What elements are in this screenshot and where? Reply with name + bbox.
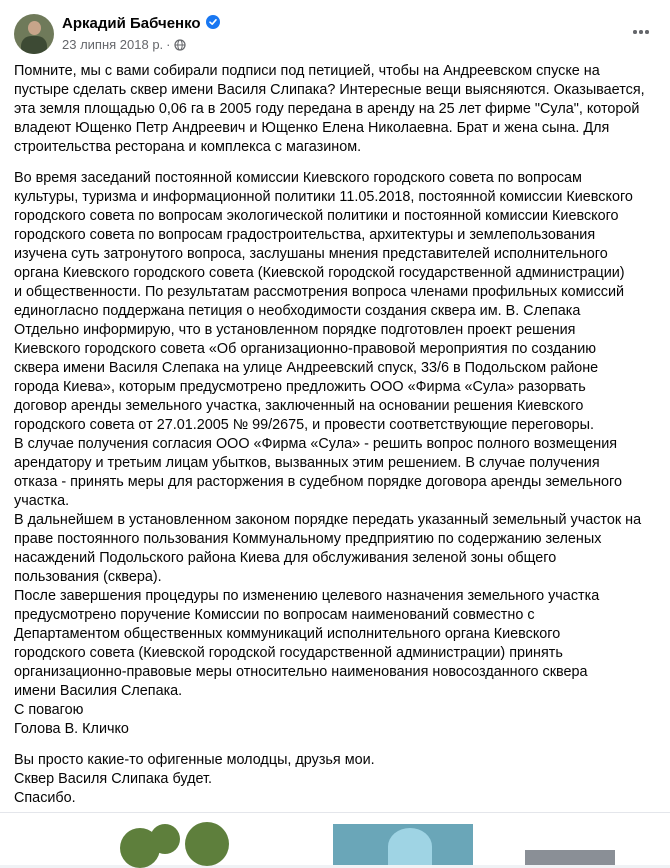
post-line: города Киева», которым предусмотрено предложить ООО «Фирма «Сула» разорвать xyxy=(14,379,586,395)
tree-shape xyxy=(150,824,180,854)
post-line: и общественности. По результатам рассмотрения вопроса членами профильных комиссий xyxy=(14,284,625,300)
post-line: Сквер Василя Слипака будет. xyxy=(14,771,212,787)
author-name[interactable] xyxy=(62,15,220,32)
post-line: Департаментом общественных коммуникаций исполнительного органа Киевского xyxy=(14,626,561,642)
post-paragraph-2 xyxy=(14,169,660,739)
post-line: В случае получения согласия ООО «Фирма «Сула» - решить вопрос полного возмещения xyxy=(14,436,618,452)
post-line: имени Василия Слепака. xyxy=(14,683,183,699)
post-header xyxy=(14,14,656,58)
post-line: организационно-правовые меры относительно наименования новосозданного сквера xyxy=(14,664,588,680)
verified-badge-icon xyxy=(206,15,220,29)
post-line: строительства ресторана и комплекса с магазином. xyxy=(14,139,362,155)
post-meta xyxy=(62,37,186,54)
post-line: городского совета (Киевской городской государственной администрации) принять xyxy=(14,645,563,661)
post-line: городского совета по вопросам экологической политики и постоянной комиссии Киевского xyxy=(14,208,619,224)
post-date[interactable]: 23 липня 2018 р. xyxy=(62,37,164,52)
post-line: органа Киевского городского совета (Киевской городской государственной администрации) xyxy=(14,265,625,281)
post-line: Отдельно информирую, что в установленном порядке подготовлен проект решения xyxy=(14,322,576,338)
tree-shape xyxy=(185,822,229,866)
avatar-head-shape xyxy=(28,21,41,35)
post-line: насаждений Подольского района Киева для обслуживания зеленой зоны общего xyxy=(14,550,557,566)
post-line: праве постоянного пользования Коммунальному предприятию по содержанию зеленых xyxy=(14,531,602,547)
author-name-text[interactable]: Аркадий Бабченко xyxy=(62,15,201,32)
post-line: договор аренды земельного участка, заключенный на основании решения Киевского xyxy=(14,398,584,414)
post-line: городского совета от 27.01.2005 № 99/2675, и провести соответствующие переговоры. xyxy=(14,417,594,433)
post-line: единогласно поддержана петиция о необходимости создания сквера им. В. Слепака xyxy=(14,303,581,319)
media-divider xyxy=(0,812,670,813)
illustration-face xyxy=(388,828,432,865)
post-line: С повагою xyxy=(14,702,84,718)
post-line: городского совета по вопросам градостроительства, архитектуры и землепользования xyxy=(14,227,596,243)
post-line: Во время заседаний постоянной комиссии Киевского городского совета по вопросам xyxy=(14,170,582,186)
more-icon[interactable] xyxy=(626,17,656,47)
post-line: Спасибо. xyxy=(14,790,76,806)
post-media[interactable] xyxy=(0,820,670,865)
post-line: В дальнейшем в установленном законом порядке передать указанный земельный участок на xyxy=(14,512,642,528)
post-line: арендатору и третьим лицам убытков, вызванных этим решением. В случае получения xyxy=(14,455,600,471)
post-line: отказа - принять меры для расторжения в судебном порядке договора аренды земельного xyxy=(14,474,622,490)
post-line: предусмотрено поручение Комиссии по вопросам наименований совместно с xyxy=(14,607,535,623)
post-line: пользования (сквера). xyxy=(14,569,162,585)
post-line: Помните, мы с вами собирали подписи под петицией, чтобы на Андреевском спуске на xyxy=(14,63,600,79)
post-line: сквера имени Василя Слепака на улице Андреевский спуск, 33/6 в Подольском районе xyxy=(14,360,599,376)
avatar[interactable] xyxy=(14,14,54,54)
post-line: владеют Ющенко Петр Андреевич и Ющенко Елена Николаевна. Брат и жена сына. Для xyxy=(14,120,610,136)
post-line: эта земля площадью 0,06 га в 2005 году передана в аренду на 25 лет фирме "Сула", которой xyxy=(14,101,640,117)
avatar-body-shape xyxy=(21,36,47,54)
post-line: изучена суть затронутого вопроса, заслушаны мнения представителей исполнительного xyxy=(14,246,608,262)
post-line: участка. xyxy=(14,493,70,509)
building-roof-shape xyxy=(525,850,615,865)
post-line: Вы просто какие-то офигенные молодцы, друзья мои. xyxy=(14,752,375,768)
post-paragraph-3 xyxy=(14,751,660,808)
post-line: пустыре сделать сквер имени Василя Слипака? Интересные вещи выясняются. Оказывается, xyxy=(14,82,645,98)
post-line: Киевского городского совета «Об организационно-правовой мероприятия по созданию xyxy=(14,341,597,357)
post-paragraph-1 xyxy=(14,62,660,157)
post-line: культуры, туризма и информационной политики 11.05.2018, постоянной комиссии Киевского xyxy=(14,189,633,205)
globe-icon[interactable] xyxy=(174,39,186,54)
post-line: Голова В. Кличко xyxy=(14,721,129,737)
post-line: После завершения процедуры по изменению целевого назначения земельного участка xyxy=(14,588,600,604)
meta-separator: · xyxy=(166,37,171,52)
post-text xyxy=(14,62,660,820)
